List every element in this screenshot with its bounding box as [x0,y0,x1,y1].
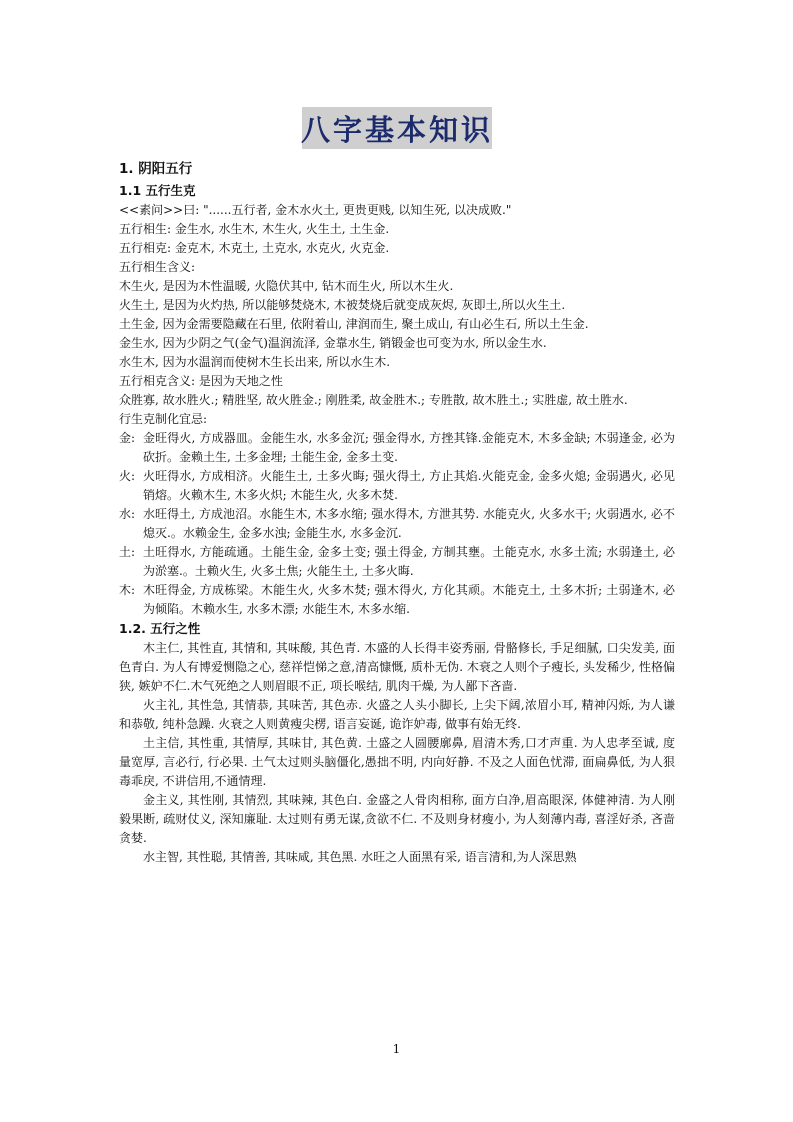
restraint-line: 五行相克: 金克木, 木克土, 土克水, 水克火, 火克金. [119,241,390,255]
document-body [119,158,675,867]
wood-fire-line: 木生火, 是因为木性温暖, 火隐伏其中, 钻木而生火, 所以木生火. [119,279,454,293]
element-entry-earth [119,543,675,581]
paragraph-metal: 金主义, 其性刚, 其情烈, 其味辣, 其色白. 金盛之人骨肉相称, 面方白净,眉高眼深, 体健神清. 为人刚毅果断, 疏财仗义, 深知廉耻. 太过则有勇无谋,贪欲不仁. 不及则身材瘦小, 为人刻薄内毒, 喜淫好杀, 吝啬贪婪. [119,793,675,845]
water-wood-line: 水生木, 因为水温润而使树木生长出来, 所以水生木. [119,355,391,369]
element-text: 火旺得水, 方成相济。火能生土, 土多火晦; 强火得土, 方止其焰.火能克金, 金多火熄; 金弱遇火, 必见销熔。火赖木生, 木多火炽; 木能生火, 火多木焚. [143,469,675,502]
page-number: 1 [392,1042,401,1056]
section-heading-1: 1. 阴阳五行 [119,161,193,177]
quote-line: <<素问>>曰: "......五行者, 金木水火土, 更贵更贱, 以知生死, 以决成败." [119,203,512,217]
element-entry-wood [119,581,675,619]
element-label: 水: [119,507,136,521]
document-title: 八字基本知识 [301,112,494,147]
element-label: 金: [119,431,136,445]
element-text: 金旺得火, 方成器皿。金能生水, 水多金沉; 强金得水, 方挫其锋.金能克木, 木多金缺; 木弱逢金, 必为砍折。金赖土生, 土多金埋; 土能生金, 金多土变. [143,431,675,464]
paragraph-wood: 木主仁, 其性直, 其情和, 其味酸, 其色青. 木盛的人长得丰姿秀丽, 骨骼修长, 手足细腻, 口尖发美, 面色青白. 为人有博爱恻隐之心, 慈祥恺悌之意,清高慷慨, 质朴无伪. 木衰之人则个子瘦长, 头发稀少, 性格偏狭, 嫉妒不仁.木气死绝之人则眉眼不正, 项长喉结, 肌肉干燥, 为人鄙下吝啬. [119,641,675,693]
subsection-heading-1-2: 1.2. 五行之性 [119,621,201,636]
element-text: 木旺得金, 方成栋梁。木能生火, 火多木焚; 强木得火, 方化其顽。木能克土, 土多木折; 土弱逢木, 必为倾陷。木赖水生, 水多木漂; 水能生木, 木多水缩. [143,583,675,616]
earth-metal-line: 土生金, 因为金需要隐藏在石里, 依附着山, 津润而生, 聚土成山, 有山必生石, 所以土生金. [119,317,589,331]
restraint-meaning-heading: 五行相克含义: 是因为天地之性 [119,374,283,388]
element-label: 木: [119,583,136,597]
element-label: 火: [119,469,136,483]
paragraph-water: 水主智, 其性聪, 其情善, 其味咸, 其色黑. 水旺之人面黑有采, 语言清和,为人深思熟 [143,850,577,864]
generation-line: 五行相生: 金生水, 水生木, 木生火, 火生土, 土生金. [119,222,390,236]
paragraph-earth: 土主信, 其性重, 其情厚, 其味甘, 其色黄. 土盛之人圆腰廓鼻, 眉清木秀,口才声重. 为人忠孝至诚, 度量宽厚, 言必行, 行必果. 土气太过则头脑僵化,愚拙不明, 内向好静. 不及之人面色忧滞, 面扁鼻低, 为人狠毒乖戾, 不讲信用,不通情理. [119,736,675,788]
element-text: 水旺得土, 方成池沼。水能生木, 木多水缩; 强水得木, 方泄其势. 水能克火, 火多水干; 火弱遇水, 必不熄灭.。水赖金生, 金多水浊; 金能生水, 水多金沉. [143,507,675,540]
element-label: 土: [119,545,136,559]
generation-meaning-heading: 五行相生含义: [119,260,196,274]
document-title-banner [302,107,492,149]
element-entry-water [119,505,675,543]
fire-earth-line: 火生土, 是因为火灼热, 所以能够焚烧木, 木被焚烧后就变成灰烬, 灰即土,所以火生土. [119,298,566,312]
element-entry-metal [119,429,675,467]
restraint-meaning-text: 众胜寡, 故水胜火.; 精胜坚, 故火胜金.; 刚胜柔, 故金胜木.; 专胜散, 故木胜土.; 实胜虚, 故土胜水. [119,393,628,407]
metal-water-line: 金生水, 因为少阴之气(金气)温润流泽, 金靠水生, 销锻金也可变为水, 所以金生水. [119,336,547,350]
element-text: 土旺得水, 方能疏通。土能生金, 金多土变; 强土得金, 方制其壅。土能克水, 水多土流; 水弱逢土, 必为淤塞.。土赖火生, 火多土焦; 火能生土, 土多火晦. [143,545,675,578]
paragraph-fire: 火主礼, 其性急, 其情恭, 其味苦, 其色赤. 火盛之人头小脚长, 上尖下阔,浓眉小耳, 精神闪烁, 为人谦和恭敬, 纯朴急躁. 火衰之人则黄瘦尖楞, 语言妄诞, 诡诈妒毒, 做事有始无终. [119,698,675,731]
subsection-heading-1-1: 1.1 五行生克 [119,183,196,198]
taboo-heading: 行生克制化宜忌: [119,412,208,426]
element-entry-fire [119,467,675,505]
